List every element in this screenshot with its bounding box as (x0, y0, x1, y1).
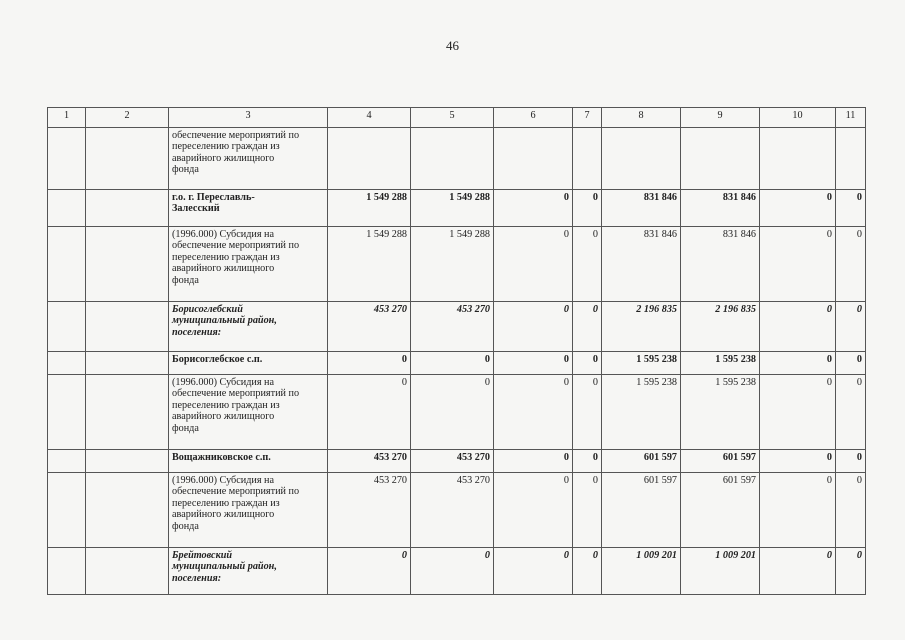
value-cell: 0 (494, 352, 573, 375)
row-name-line: обеспечение мероприятий по (172, 130, 300, 141)
row-name-line: переселению граждан из (172, 399, 280, 411)
page-number: 46 (446, 38, 459, 53)
row-name-cell (169, 375, 328, 450)
row-name-line: фонда (172, 274, 199, 286)
row-name-line: (1996.000) Субсидия на (172, 229, 275, 240)
value-cell: 453 270 (411, 473, 494, 548)
value-cell: 0 (573, 352, 602, 375)
value-cell: 1 595 238 (681, 375, 760, 450)
value-cell: 0 (411, 548, 494, 595)
column-header: 9 (681, 108, 760, 128)
empty-cell (48, 352, 86, 375)
table-row (48, 302, 866, 352)
column-header: 10 (760, 108, 836, 128)
value-cell: 0 (760, 190, 836, 227)
empty-cell (86, 227, 169, 302)
value-cell: 0 (760, 375, 836, 450)
value-cell: 0 (494, 450, 573, 473)
value-cell: 453 270 (411, 450, 494, 473)
value-cell: 831 846 (681, 190, 760, 227)
value-cell: 0 (760, 227, 836, 302)
value-cell: 453 270 (328, 473, 411, 548)
value-cell (836, 128, 866, 190)
value-cell: 1 009 201 (602, 548, 681, 595)
column-header: 6 (494, 108, 573, 128)
value-cell: 0 (760, 473, 836, 548)
value-cell (760, 128, 836, 190)
value-cell: 0 (760, 302, 836, 352)
value-cell: 453 270 (328, 302, 411, 352)
value-cell: 0 (328, 352, 411, 375)
value-cell: 1 595 238 (602, 375, 681, 450)
row-name-line: фонда (172, 164, 199, 176)
value-cell: 601 597 (602, 450, 681, 473)
row-name-line: переселению граждан из (172, 141, 280, 153)
value-cell: 0 (328, 548, 411, 595)
value-cell: 0 (328, 375, 411, 450)
value-cell: 1 549 288 (411, 227, 494, 302)
value-cell: 0 (494, 302, 573, 352)
row-name-line: (1996.000) Субсидия на (172, 475, 275, 486)
row-name-line: аварийного жилищного (172, 263, 275, 275)
value-cell: 0 (836, 450, 866, 473)
row-name-cell (169, 302, 328, 352)
empty-cell (48, 227, 86, 302)
value-cell (602, 128, 681, 190)
row-name-line: Вощажниковское с.п. (172, 452, 271, 463)
value-cell: 0 (411, 375, 494, 450)
value-cell: 0 (836, 302, 866, 352)
table-row (48, 190, 866, 227)
value-cell: 831 846 (602, 190, 681, 227)
empty-cell (86, 352, 169, 375)
value-cell (681, 128, 760, 190)
table-row (48, 375, 866, 450)
value-cell: 0 (760, 352, 836, 375)
row-name-line: обеспечение мероприятий по (172, 240, 300, 252)
row-name-cell (169, 227, 328, 302)
row-name-line: переселению граждан из (172, 497, 280, 509)
table-row (48, 227, 866, 302)
value-cell (328, 128, 411, 190)
value-cell (494, 128, 573, 190)
row-name-cell (169, 128, 328, 190)
empty-cell (86, 375, 169, 450)
row-name-line: г.о. г. Переславль- (172, 192, 255, 203)
column-header: 8 (602, 108, 681, 128)
value-cell: 0 (836, 190, 866, 227)
empty-cell (86, 302, 169, 352)
value-cell: 0 (494, 227, 573, 302)
table-row (48, 450, 866, 473)
row-name-line: (1996.000) Субсидия на (172, 377, 275, 388)
row-name-line: фонда (172, 520, 199, 532)
column-header: 7 (573, 108, 602, 128)
value-cell: 0 (573, 227, 602, 302)
value-cell: 0 (573, 302, 602, 352)
value-cell: 0 (573, 190, 602, 227)
empty-cell (48, 128, 86, 190)
column-header: 5 (411, 108, 494, 128)
row-name-line: аварийного жилищного (172, 152, 275, 164)
empty-cell (48, 302, 86, 352)
value-cell: 0 (836, 548, 866, 595)
value-cell: 601 597 (681, 450, 760, 473)
value-cell: 1 549 288 (328, 190, 411, 227)
column-header: 1 (48, 108, 86, 128)
value-cell: 1 549 288 (411, 190, 494, 227)
row-name-line: аварийного жилищного (172, 509, 275, 521)
row-name-line: фонда (172, 422, 199, 434)
empty-cell (86, 128, 169, 190)
value-cell: 1 549 288 (328, 227, 411, 302)
row-name-line: Залесский (172, 203, 220, 215)
table-row (48, 548, 866, 595)
value-cell: 0 (573, 473, 602, 548)
value-cell: 0 (836, 352, 866, 375)
value-cell: 0 (494, 190, 573, 227)
value-cell: 0 (760, 450, 836, 473)
row-name-line: обеспечение мероприятий по (172, 486, 300, 498)
empty-cell (48, 375, 86, 450)
value-cell: 831 846 (602, 227, 681, 302)
value-cell: 0 (573, 450, 602, 473)
value-cell: 0 (573, 375, 602, 450)
empty-cell (48, 190, 86, 227)
row-name-cell (169, 548, 328, 595)
value-cell: 0 (836, 227, 866, 302)
value-cell: 601 597 (681, 473, 760, 548)
column-header-row (48, 108, 866, 128)
row-name-line: переселению граждан из (172, 251, 280, 263)
value-cell: 0 (836, 375, 866, 450)
table-body (48, 108, 866, 595)
row-name-line: Борисоглебское с.п. (172, 354, 263, 365)
row-name-line: обеспечение мероприятий по (172, 388, 300, 400)
value-cell: 0 (760, 548, 836, 595)
table-row (48, 128, 866, 190)
value-cell: 0 (836, 473, 866, 548)
value-cell: 831 846 (681, 227, 760, 302)
value-cell: 0 (494, 375, 573, 450)
row-name-line: муниципальный район, (172, 561, 277, 573)
row-name-line: поселения: (172, 326, 222, 338)
value-cell: 2 196 835 (681, 302, 760, 352)
empty-cell (86, 548, 169, 595)
row-name-line: Борисоглебский (172, 304, 243, 315)
row-name-line: Брейтовский (172, 550, 233, 561)
column-header: 2 (86, 108, 169, 128)
value-cell: 601 597 (602, 473, 681, 548)
value-cell: 453 270 (328, 450, 411, 473)
empty-cell (48, 450, 86, 473)
column-header: 11 (836, 108, 866, 128)
empty-cell (48, 548, 86, 595)
row-name-cell (169, 190, 328, 227)
empty-cell (86, 450, 169, 473)
table-row (48, 473, 866, 548)
row-name-cell (169, 450, 328, 473)
table-row (48, 352, 866, 375)
empty-cell (48, 473, 86, 548)
empty-cell (86, 473, 169, 548)
value-cell: 0 (573, 548, 602, 595)
row-name-cell (169, 473, 328, 548)
value-cell: 453 270 (411, 302, 494, 352)
value-cell: 0 (494, 473, 573, 548)
value-cell: 1 595 238 (681, 352, 760, 375)
empty-cell (86, 190, 169, 227)
column-header: 4 (328, 108, 411, 128)
row-name-cell (169, 352, 328, 375)
column-header: 3 (169, 108, 328, 128)
value-cell (411, 128, 494, 190)
value-cell (573, 128, 602, 190)
budget-table (47, 107, 866, 595)
value-cell: 1 595 238 (602, 352, 681, 375)
value-cell: 0 (411, 352, 494, 375)
value-cell: 1 009 201 (681, 548, 760, 595)
value-cell: 2 196 835 (602, 302, 681, 352)
row-name-line: поселения: (172, 572, 222, 584)
row-name-line: муниципальный район, (172, 315, 277, 327)
value-cell: 0 (494, 548, 573, 595)
row-name-line: аварийного жилищного (172, 411, 275, 423)
